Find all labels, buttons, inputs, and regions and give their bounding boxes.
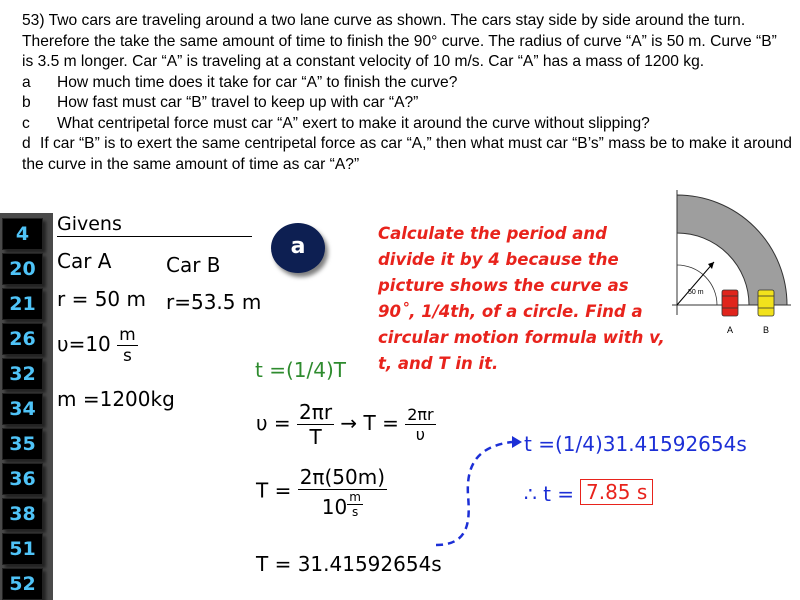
lane-b-label: B	[763, 325, 770, 335]
question-a: a How much time does it take for car “A” to finish the curve?	[22, 73, 458, 91]
hint-text: Calculate the period and divide it by 4 because the picture shows the curve as 90˚, 1/4th, of a circle. Find a circular motion formula with v, t, and T in it.	[378, 224, 665, 373]
slide-link-52[interactable]: 52	[2, 568, 43, 600]
slide-link-36[interactable]: 36	[2, 463, 43, 495]
equation-period-result: T = 31.41592654s	[256, 552, 442, 576]
curve-diagram	[672, 190, 792, 340]
question-d: d If car “B” is to exert the same centripetal force as car “A,” then what must car “B’s” mass be to make it around the curve in the same amount of time as car “A?”	[22, 135, 792, 173]
slide-link-51[interactable]: 51	[2, 533, 43, 565]
mass-value: m =1200kg	[57, 387, 175, 411]
equation-t-result: t =(1/4)31.41592654s	[524, 432, 747, 456]
slide-link-21[interactable]: 21	[2, 288, 43, 320]
car-a-label: Car A	[57, 249, 112, 273]
velocity-value: υ=10 $\frac{m}{s}$	[57, 325, 136, 366]
slide-link-32[interactable]: 32	[2, 358, 43, 390]
radius-b-value: r=53.5 m	[166, 290, 262, 314]
slide-link-4[interactable]: 4	[2, 218, 43, 250]
slide-link-26[interactable]: 26	[2, 323, 43, 355]
problem-intro: 53) Two cars are traveling around a two lane curve as shown. The cars stay side by side around the turn. Therefore the take the same amount of time to finish the 90° curve. The radius of curve “A” is 50 m. Curve “B” is 3.5 m longer. Car “A” is traveling at a constant velocity of 10 m/s. Car “A” has a mass of 1200 kg.	[22, 12, 777, 70]
question-c: c What centripetal force must car “A” exert to make it around the curve without slipping?	[22, 114, 650, 132]
car-b-icon	[758, 290, 774, 316]
givens-title: Givens	[57, 213, 122, 235]
slide-link-35[interactable]: 35	[2, 428, 43, 460]
equation-velocity-period: υ = $\frac{2\pi r}{T}$ → T = $\frac{2\pi r}{\upsilon}$	[256, 400, 434, 449]
slide-link-34[interactable]: 34	[2, 393, 43, 425]
slide-link-38[interactable]: 38	[2, 498, 43, 530]
slide-link-20[interactable]: 20	[2, 253, 43, 285]
car-a-icon	[722, 290, 738, 316]
radius-a-value: r = 50 m	[57, 287, 146, 311]
car-b-label: Car B	[166, 253, 221, 277]
equation-period-substituted: T = 2π(50m) 10 $\frac{m}{s}$	[256, 465, 386, 519]
therefore-t: ∴ t =	[524, 482, 575, 506]
radius-label: 50 m	[688, 289, 704, 296]
question-b: b How fast must car “B” travel to keep up with car “A?”	[22, 94, 419, 111]
part-a-badge: a	[271, 223, 325, 273]
equation-t-quarter-period: t =(1/4)T	[255, 358, 346, 382]
final-answer-box: 7.85 s	[580, 480, 653, 504]
lane-a-label: A	[727, 325, 734, 335]
